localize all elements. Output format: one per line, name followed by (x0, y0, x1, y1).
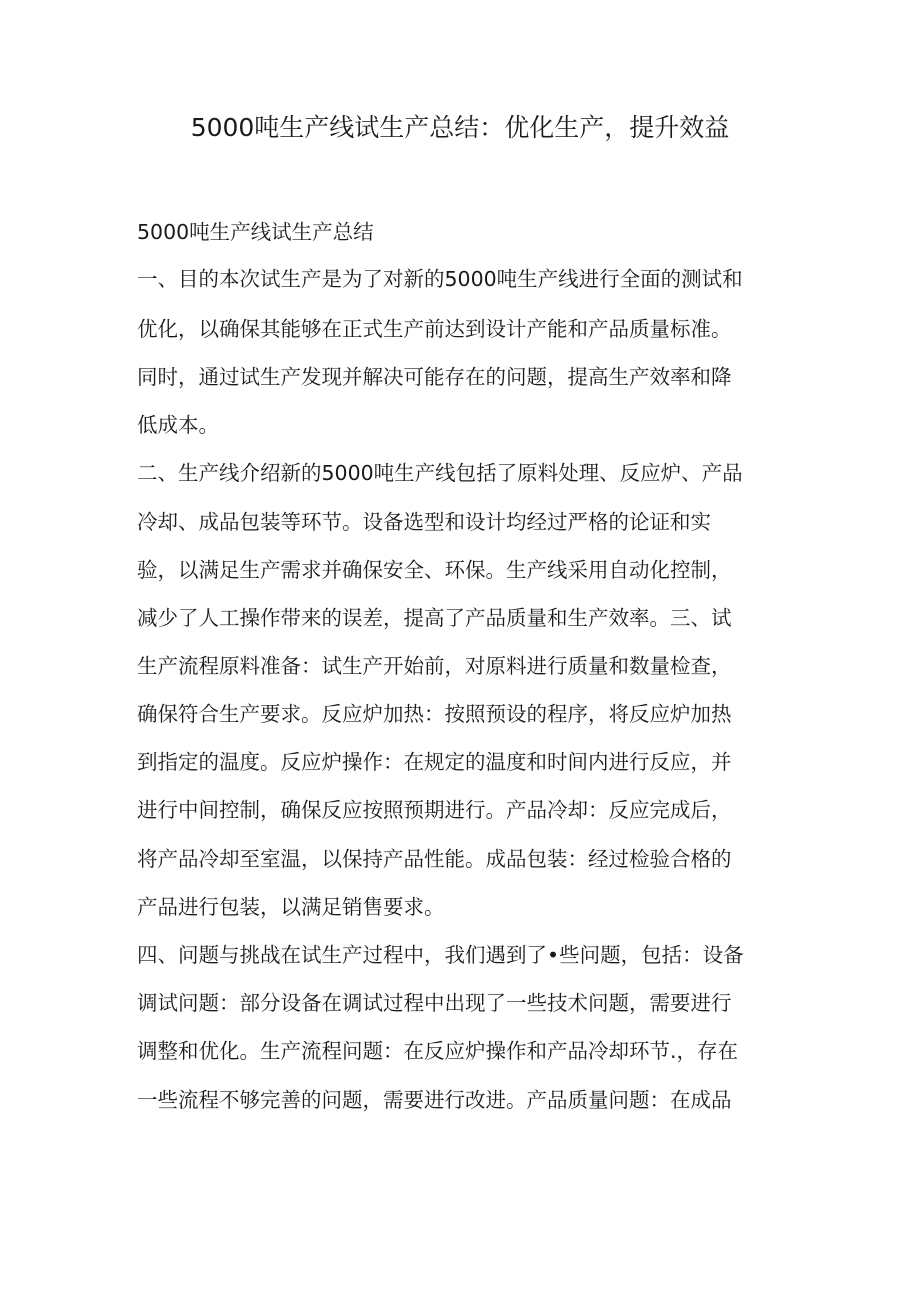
subtitle-line: 5000吨生产线试生产总结 (137, 220, 374, 244)
body-line: 生产流程原料准备：试生产开始前，对原料进行质量和数量检查， (137, 654, 732, 678)
body-line: 调整和优化。生产流程问题：在反应炉操作和产品冷却环节.，存在 (137, 1039, 739, 1063)
body-line: 确保符合生产要求。反应炉加热：按照预设的程序，将反应炉加热 (137, 702, 732, 726)
body-line: 将产品冷却至室温，以保持产品性能。成品包装：经过检验合格的 (137, 847, 732, 871)
body-line: 产品进行包装，以满足销售要求。 (137, 895, 445, 919)
body-line: 一、目的本次试生产是为了对新的5000吨生产线进行全面的测试和 (137, 267, 743, 291)
body-line: 减少了人工操作带来的误差，提高了产品质量和生产效率。三、试 (137, 606, 732, 630)
document-title: 5000吨生产线试生产总结：优化生产，提升效益 (190, 113, 730, 142)
body-line: 验，以满足生产需求并确保安全、环保。生产线采用自动化控制， (137, 558, 732, 582)
body-line: 二、生产线介绍新的5000吨生产线包括了原料处理、反应炉、产品 (137, 461, 743, 485)
body-line: 低成本。 (137, 413, 219, 437)
body-line: 一些流程不够完善的问题，需要进行改进。产品质量问题：在成品 (137, 1088, 732, 1112)
body-line: 同时，通过试生产发现并解决可能存在的问题，提高生产效率和降 (137, 365, 732, 389)
body-line: 四、问题与挑战在试生产过程中，我们遇到了•些问题，包括：设备 (137, 943, 744, 967)
body-line: 到指定的温度。反应炉操作：在规定的温度和时间内进行反应，并 (137, 750, 732, 774)
body-line: 冷却、成品包装等环节。设备选型和设计均经过严格的论证和实 (137, 510, 711, 534)
body-line: 优化，以确保其能够在正式生产前达到设计产能和产品质量标准。 (137, 317, 732, 341)
body-line: 进行中间控制，确保反应按照预期进行。产品冷却：反应完成后， (137, 798, 732, 822)
body-line: 调试问题：部分设备在调试过程中出现了一些技术问题，需要进行 (137, 991, 732, 1015)
